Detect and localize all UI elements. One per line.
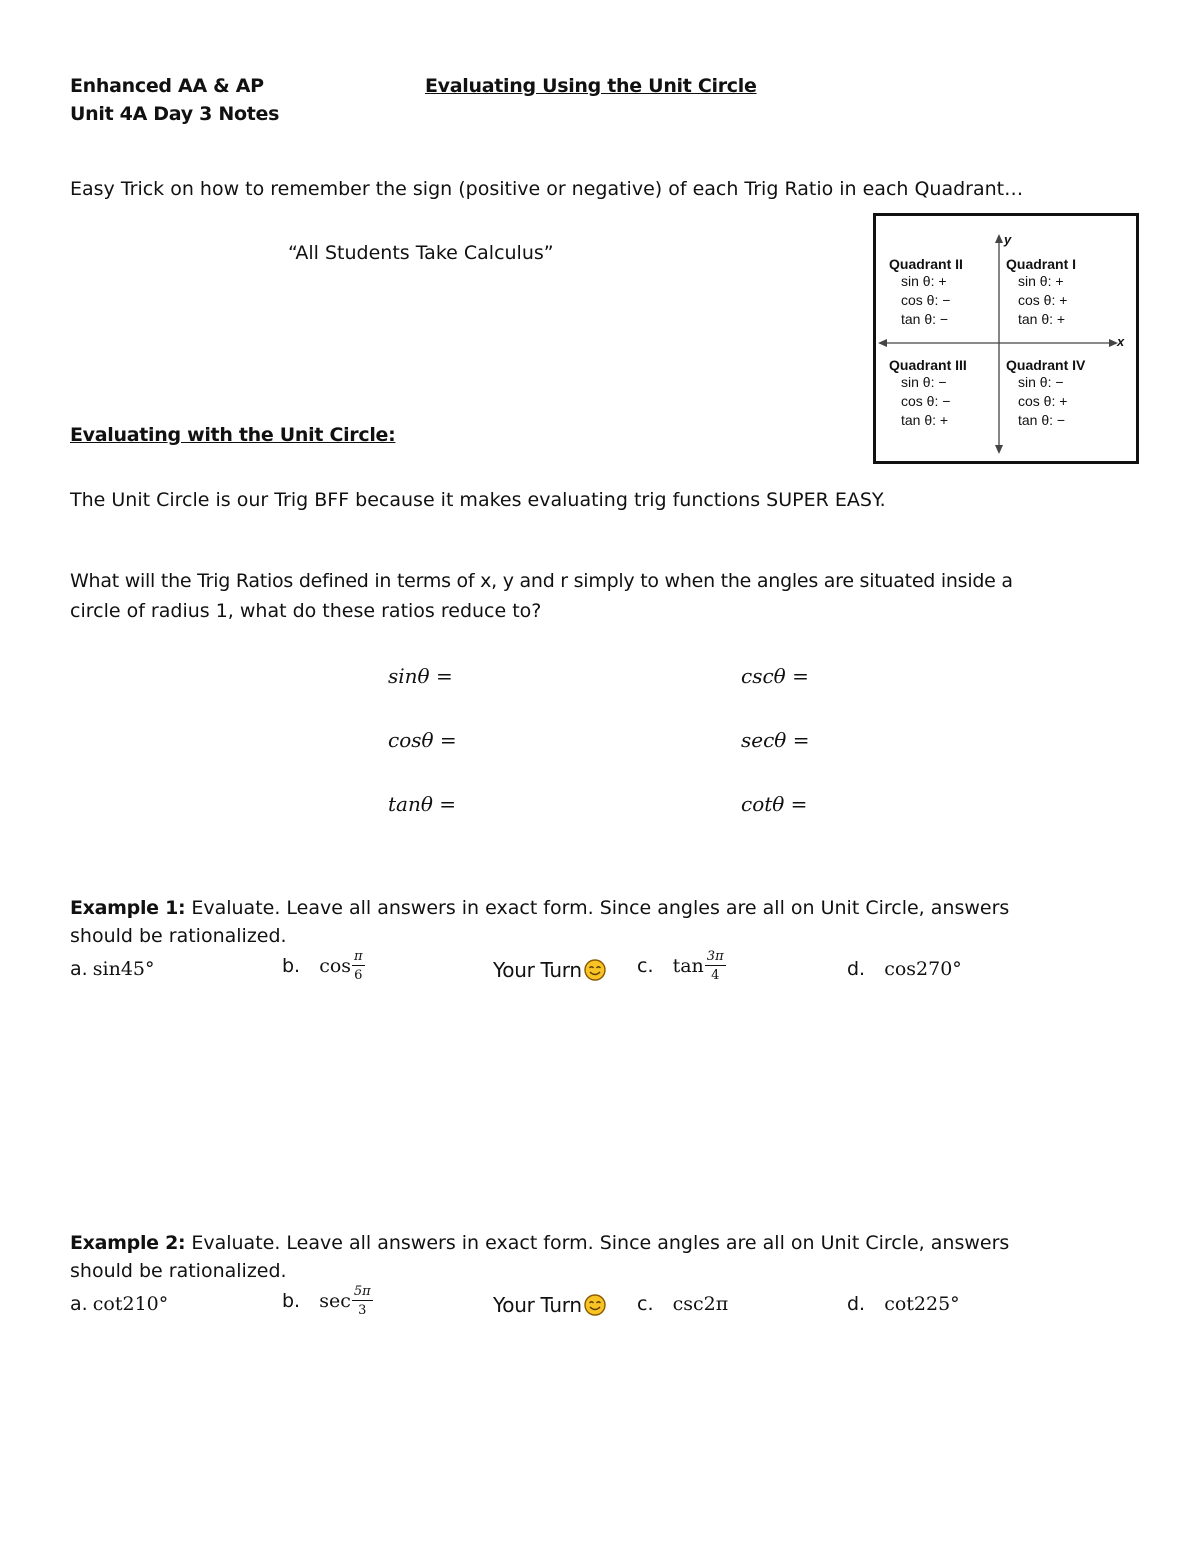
part-b-label: b. (282, 1290, 301, 1312)
part-b-label: b. (282, 955, 301, 977)
quadrant-sign-chart (873, 213, 1139, 464)
part-c-label: c. (637, 955, 654, 977)
part-c-denominator: 4 (711, 968, 720, 983)
smiley-face-icon (584, 959, 606, 981)
example-2-label: Example 2: (70, 1232, 186, 1254)
y-axis-label: y (1004, 232, 1012, 247)
part-d-label: d. (847, 958, 866, 980)
quadrant-1-title: Quadrant I (1006, 256, 1077, 272)
part-b-numerator: 5π (353, 1284, 371, 1299)
part-b-numerator: π (354, 949, 363, 964)
part-b-denominator: 6 (354, 968, 363, 983)
quadrant-4-tan: tan θ: − (1018, 412, 1066, 428)
example-1-your-turn (493, 958, 606, 982)
quadrant-1-tan: tan θ: + (1018, 311, 1066, 327)
bff-text: The Unit Circle is our Trig BFF because it makes evaluating trig functions SUPER EASY. (70, 489, 886, 511)
example-1-part-c (637, 950, 726, 982)
quadrant-2-sin: sin θ: + (901, 273, 947, 289)
section-heading: Evaluating with the Unit Circle: (70, 424, 396, 446)
quadrant-3-sin: sin θ: − (901, 374, 947, 390)
example-1-part-d (847, 958, 962, 980)
example-1-label: Example 1: (70, 897, 186, 919)
part-c-fraction (705, 950, 726, 982)
mnemonic-text: “All Students Take Calculus” (288, 242, 554, 264)
quadrant-2-cos: cos θ: − (901, 292, 951, 308)
page-title: Evaluating Using the Unit Circle (425, 75, 757, 97)
x-axis-label: x (1117, 334, 1125, 349)
part-d-label: d. (847, 1293, 866, 1315)
cot-ratio: cotθ = (741, 792, 808, 816)
example-1-instructions (70, 897, 1009, 919)
example-1-instruction-text: Evaluate. Leave all answers in exact form. Since angles are all on Unit Circle, answers (185, 897, 1010, 919)
quadrant-2-tan: tan θ: − (901, 311, 949, 327)
part-b-function: sec (319, 1290, 351, 1312)
your-turn-label: Your Turn (493, 1293, 582, 1317)
tan-ratio: tanθ = (388, 792, 456, 816)
csc-ratio: cscθ = (741, 664, 809, 688)
part-b-function: cos (319, 955, 352, 977)
quadrant-4 (1006, 357, 1085, 430)
sec-ratio: secθ = (741, 728, 810, 752)
part-a-label: a. (70, 958, 88, 980)
part-a-expression: sin45° (92, 958, 155, 980)
question-line-1: What will the Trig Ratios defined in terms of x, y and r simply to when the angles are situated inside a (70, 570, 1013, 592)
part-d-expression: cos270° (884, 958, 962, 980)
quadrant-3 (889, 357, 967, 430)
quadrant-4-sin: sin θ: − (1018, 374, 1064, 390)
quadrant-1-sin: sin θ: + (1018, 273, 1064, 289)
quadrant-4-title: Quadrant IV (1006, 357, 1086, 373)
part-d-expression: cot225° (884, 1293, 960, 1315)
example-1-part-b (282, 950, 365, 982)
cos-ratio: cosθ = (388, 728, 457, 752)
part-a-label: a. (70, 1293, 88, 1315)
example-1-instructions-line-2: should be rationalized. (70, 925, 287, 947)
unit-label: Unit 4A Day 3 Notes (70, 103, 280, 125)
part-c-label: c. (637, 1293, 654, 1315)
your-turn-label: Your Turn (493, 958, 582, 982)
part-c-function: tan (672, 955, 704, 977)
quadrant-4-cos: cos θ: + (1018, 393, 1068, 409)
quadrant-3-cos: cos θ: − (901, 393, 951, 409)
sin-ratio: sinθ = (388, 664, 453, 688)
course-name: Enhanced AA & AP (70, 75, 264, 97)
example-2-part-b (282, 1285, 373, 1317)
quadrant-2 (889, 256, 963, 329)
example-2-your-turn (493, 1293, 606, 1317)
part-b-fraction (352, 1285, 373, 1317)
example-2-instructions-line-2: should be rationalized. (70, 1260, 287, 1282)
part-b-fraction (352, 950, 365, 982)
quadrant-3-tan: tan θ: + (901, 412, 949, 428)
example-1-part-a (70, 958, 155, 980)
quadrant-3-title: Quadrant III (889, 357, 967, 373)
part-c-numerator: 3π (706, 949, 724, 964)
quadrant-2-title: Quadrant II (889, 256, 963, 272)
smiley-face-icon (584, 1294, 606, 1316)
part-a-expression: cot210° (92, 1293, 169, 1315)
question-line-2: circle of radius 1, what do these ratios reduce to? (70, 600, 542, 622)
part-b-denominator: 3 (358, 1303, 367, 1318)
quadrant-1-cos: cos θ: + (1018, 292, 1068, 308)
quadrant-1 (1006, 256, 1076, 329)
trick-text: Easy Trick on how to remember the sign (positive or negative) of each Trig Ratio in each Quadrant… (70, 178, 1024, 200)
example-2-instruction-text: Evaluate. Leave all answers in exact form. Since angles are all on Unit Circle, answers (185, 1232, 1010, 1254)
example-2-part-a (70, 1293, 168, 1315)
example-2-instructions (70, 1232, 1009, 1254)
example-2-part-d (847, 1293, 960, 1315)
part-c-expression: csc2π (672, 1293, 729, 1315)
example-2-part-c (637, 1293, 728, 1315)
